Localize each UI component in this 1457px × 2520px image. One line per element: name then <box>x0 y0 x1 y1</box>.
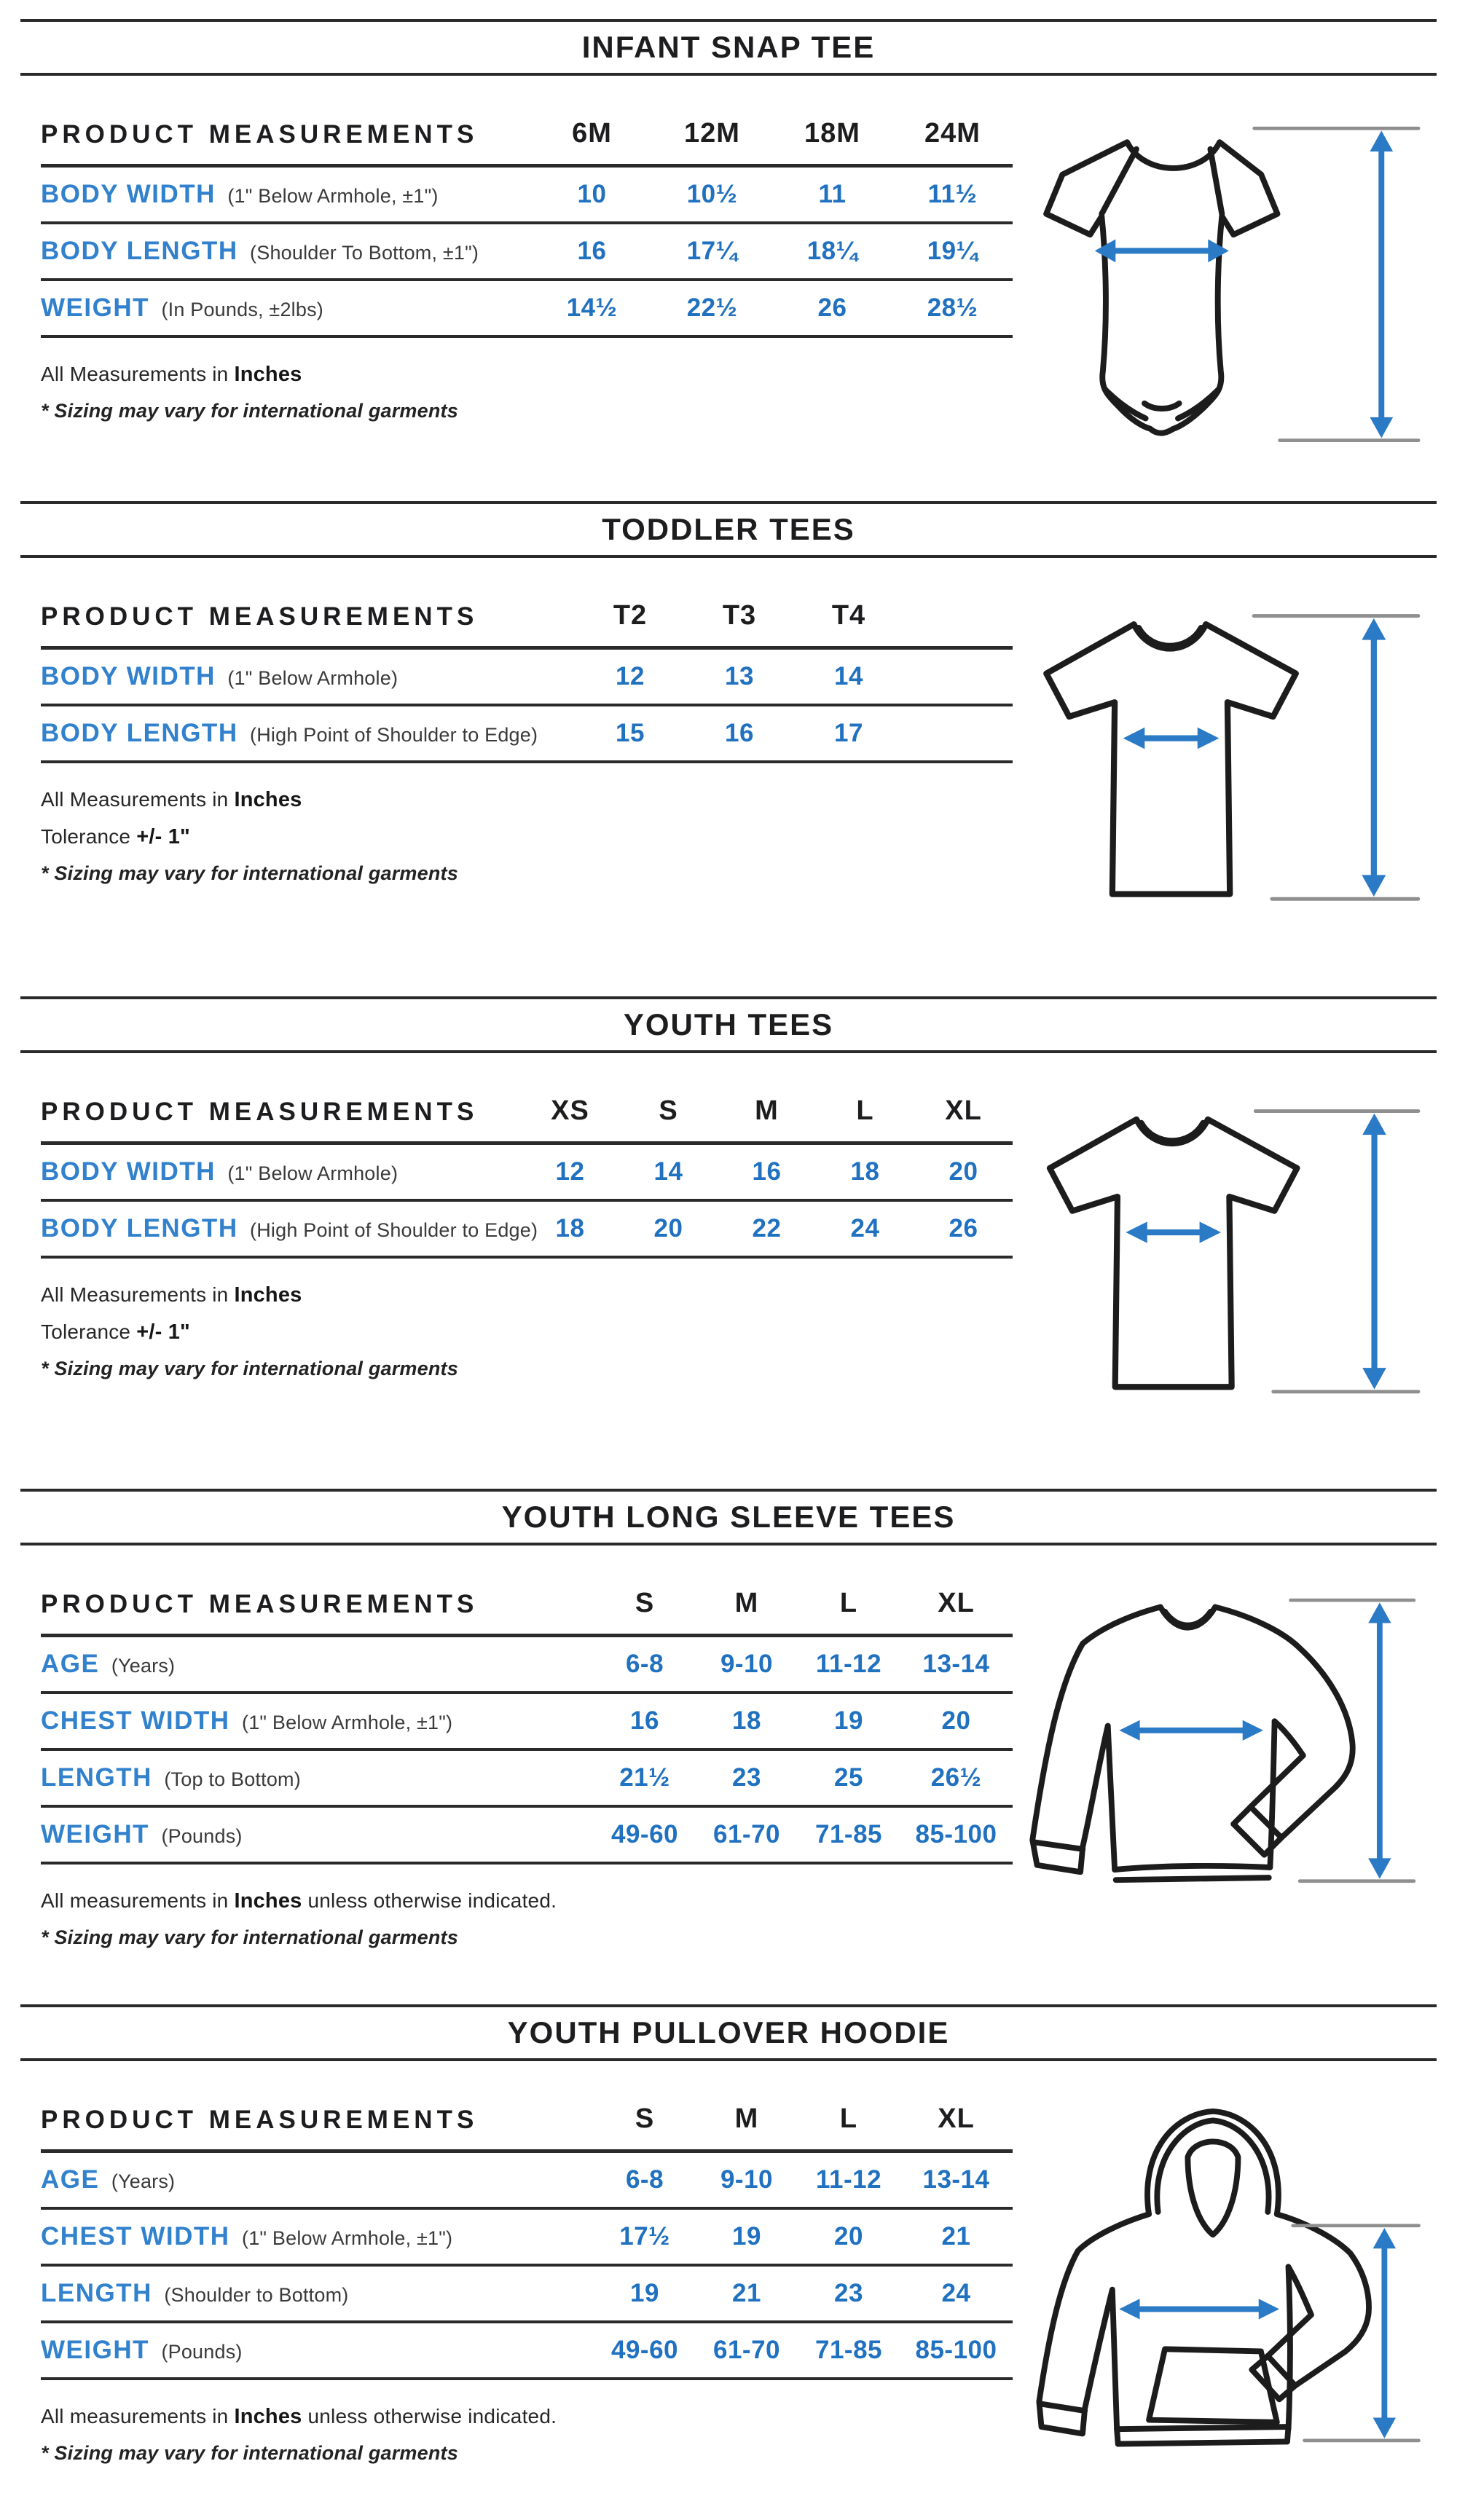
row-label: LENGTH <box>41 2279 152 2307</box>
footnote-measurements: All measurements in Inches unless otherwise indicated. <box>41 1889 557 1913</box>
section-header <box>20 996 1437 1053</box>
section-title: YOUTH PULLOVER HOODIE <box>507 2015 950 2050</box>
spacer-column <box>903 591 1013 648</box>
row-note: (In Pounds, ±2lbs) <box>161 299 323 320</box>
hem-line <box>1116 1878 1269 1880</box>
row-note: (1" Below Armhole) <box>227 667 398 689</box>
cell-value: 85-100 <box>900 1806 1013 1863</box>
row-label: CHEST WIDTH <box>41 1706 230 1735</box>
row-note: (Years) <box>111 1655 176 1677</box>
body-length-arrow-icon <box>1370 130 1393 438</box>
size-column-header: S <box>594 2095 696 2151</box>
size-column-header: M <box>696 2095 798 2151</box>
cell-value: 17 <box>794 705 903 762</box>
table-row <box>41 648 1013 706</box>
cell-value: 10 <box>532 166 652 224</box>
cell-value: 49-60 <box>594 1806 696 1863</box>
cell-value: 19 <box>696 2208 798 2265</box>
row-note: (Pounds) <box>161 2341 243 2363</box>
section-infant-snap-tee <box>0 19 1457 459</box>
row-note: (1" Below Armhole) <box>227 1162 398 1184</box>
row-note: (1" Below Armhole, ±1") <box>227 185 439 207</box>
cell-value: 23 <box>798 2265 900 2322</box>
cell-value: 18 <box>816 1143 914 1201</box>
footnotes <box>41 788 1013 885</box>
cell-value: 17½ <box>594 2208 696 2265</box>
row-label: WEIGHT <box>41 2336 149 2364</box>
table-row <box>41 223 1013 280</box>
hood-inner-line <box>1157 2120 1268 2212</box>
section-title: YOUTH TEES <box>623 1007 834 1042</box>
cell-value: 28½ <box>892 280 1013 336</box>
cell-value: 25 <box>798 1749 900 1806</box>
cell-value: 12 <box>576 648 685 706</box>
row-label: AGE <box>41 2165 100 2194</box>
row-label: BODY WIDTH <box>41 1157 216 1186</box>
cuff-band <box>1034 1842 1083 1848</box>
row-note: (1" Below Armhole, ±1") <box>242 1712 453 1733</box>
footnote-measurements: All Measurements in Inches <box>41 1283 302 1307</box>
shoulder-seam <box>1210 149 1222 214</box>
cell-value: 26 <box>914 1200 1013 1257</box>
chest-width-arrow-icon <box>1123 728 1220 749</box>
cell-value: 11-12 <box>798 2151 900 2209</box>
row-label: BODY WIDTH <box>41 180 216 208</box>
cell-value: 21½ <box>594 1749 696 1806</box>
cell-value: 19 <box>798 1693 900 1749</box>
table-row <box>41 1143 1013 1201</box>
body-length-arrow-icon <box>1362 1114 1386 1390</box>
garment-outline <box>1050 1119 1297 1387</box>
size-column-header: L <box>798 1579 900 1636</box>
garment-outline <box>1046 624 1296 894</box>
size-column-header: M <box>696 1579 798 1636</box>
infant-bodysuit-illustration <box>1034 112 1428 459</box>
body-length-arrow-icon <box>1362 618 1386 897</box>
cell-value: 22 <box>718 1200 816 1257</box>
table-header-row <box>41 2095 1013 2151</box>
table-row <box>41 705 1013 762</box>
cell-value: 17¼ <box>652 223 772 280</box>
cell-value: 20 <box>900 1693 1013 1749</box>
hem-band <box>1118 2441 1287 2444</box>
cell-value: 71-85 <box>798 1806 900 1863</box>
table-header-label: PRODUCT MEASUREMENTS <box>41 1579 594 1636</box>
snap-flap-line <box>1144 403 1179 409</box>
table-row <box>41 2151 1013 2209</box>
row-label: BODY WIDTH <box>41 662 216 690</box>
cell-value: 49-60 <box>594 2322 696 2379</box>
cell-value: 9-10 <box>696 1636 798 1693</box>
cell-value: 23 <box>696 1749 798 1806</box>
cell-value: 20 <box>914 1143 1013 1201</box>
cell-value: 13-14 <box>900 2151 1013 2209</box>
cell-value: 9-10 <box>696 2151 798 2209</box>
row-label: BODY LENGTH <box>41 719 238 747</box>
table-header-row <box>41 1579 1013 1636</box>
cell-value: 26½ <box>900 1749 1013 1806</box>
table-row <box>41 166 1013 224</box>
row-note: (Shoulder To Bottom, ±1") <box>250 242 479 264</box>
cell-value: 11 <box>772 166 892 224</box>
body-length-arrow-icon <box>1368 1602 1391 1878</box>
body-length-arrow-icon <box>1373 2228 1396 2438</box>
cell-value: 20 <box>798 2208 900 2265</box>
garment-outline <box>1039 2214 1149 2433</box>
cell-value: 21 <box>900 2208 1013 2265</box>
measurements-table <box>41 2095 1013 2380</box>
size-column-header: M <box>718 1087 816 1143</box>
table-row <box>41 1806 1013 1863</box>
row-note: (Top to Bottom) <box>164 1768 301 1790</box>
cell-value: 24 <box>816 1200 914 1257</box>
footnote-measurements: All Measurements in Inches <box>41 363 302 386</box>
row-note: (1" Below Armhole, ±1") <box>242 2227 453 2249</box>
section-header <box>20 19 1437 76</box>
footnote-tolerance: Tolerance +/- 1" <box>41 1320 190 1344</box>
table-row <box>41 1693 1013 1749</box>
table-row <box>41 2208 1013 2265</box>
footnote-sizing: * Sizing may vary for international garments <box>41 1926 458 1948</box>
cell-value: 16 <box>532 223 652 280</box>
hood-opening <box>1187 2141 1238 2234</box>
table-row <box>41 1200 1013 1257</box>
table-header-row <box>41 109 1013 166</box>
cell-value: 21 <box>696 2265 798 2322</box>
row-note: (Years) <box>111 2170 176 2192</box>
cell-value: 16 <box>594 1693 696 1749</box>
garment-outline <box>1046 142 1277 433</box>
chest-width-arrow-icon <box>1126 1221 1221 1243</box>
table-header-row <box>41 591 1013 648</box>
table-row <box>41 2265 1013 2322</box>
size-column-header: T4 <box>794 591 903 648</box>
section-header <box>20 501 1437 558</box>
size-column-header: XS <box>521 1087 619 1143</box>
chest-width-arrow-icon <box>1119 2299 1279 2319</box>
long-sleeve-tee-illustration <box>1016 1582 1428 1936</box>
garment-outline <box>1032 1607 1161 1872</box>
hem-line <box>1115 1866 1270 1870</box>
row-label: WEIGHT <box>41 294 149 322</box>
measurements-table <box>41 1579 1013 1865</box>
section-youth-tees <box>0 996 1457 1446</box>
footnotes <box>41 2405 1013 2465</box>
table-row <box>41 2322 1013 2379</box>
table-header-label: PRODUCT MEASUREMENTS <box>41 591 576 648</box>
cell-value: 85-100 <box>900 2322 1013 2379</box>
footnote-measurements: All measurements in Inches unless otherwise indicated. <box>41 2405 557 2428</box>
section-title: TODDLER TEES <box>602 512 855 546</box>
row-label: LENGTH <box>41 1763 152 1792</box>
cell-value: 19 <box>594 2265 696 2322</box>
footnote-measurements: All Measurements in Inches <box>41 788 302 811</box>
tshirt-illustration <box>1020 594 1428 954</box>
section-title: YOUTH LONG SLEEVE TEES <box>501 1500 956 1534</box>
cell-value: 18¼ <box>772 223 892 280</box>
row-note: (Pounds) <box>161 1825 243 1847</box>
size-column-header: XL <box>900 2095 1013 2151</box>
measurements-table <box>41 109 1013 338</box>
chest-width-arrow-icon <box>1095 240 1229 263</box>
size-column-header: XL <box>900 1579 1013 1636</box>
footnotes <box>41 1283 1013 1380</box>
cell-value: 6-8 <box>594 2151 696 2209</box>
cell-value: 16 <box>718 1143 816 1201</box>
section-header <box>20 1489 1437 1546</box>
cell-value: 11-12 <box>798 1636 900 1693</box>
size-column-header: 18M <box>772 109 892 166</box>
section-youth-long-sleeve-tees <box>0 1489 1457 1962</box>
footnotes <box>41 363 1013 422</box>
cell-value: 18 <box>521 1200 619 1257</box>
size-column-header: T2 <box>576 591 685 648</box>
row-label: AGE <box>41 1650 100 1678</box>
cell-value: 13 <box>685 648 794 706</box>
tshirt-illustration <box>1024 1090 1428 1446</box>
cell-value: 71-85 <box>798 2322 900 2379</box>
section-header <box>20 2004 1437 2061</box>
table-row <box>41 280 1013 336</box>
cell-value: 20 <box>619 1200 718 1257</box>
cell-value: 14½ <box>532 280 652 336</box>
cell-value: 12 <box>521 1143 619 1201</box>
row-note: (High Point of Shoulder to Edge) <box>250 1219 538 1241</box>
size-column-header: 6M <box>532 109 652 166</box>
hood-outline <box>1147 2111 1279 2214</box>
row-note: (High Point of Shoulder to Edge) <box>250 724 538 746</box>
table-row <box>41 1749 1013 1806</box>
size-column-header: 24M <box>892 109 1013 166</box>
cell-value: 61-70 <box>696 2322 798 2379</box>
cell-value: 11½ <box>892 166 1013 224</box>
cell-value: 14 <box>794 648 903 706</box>
cell-value: 14 <box>619 1143 718 1201</box>
table-header-label: PRODUCT MEASUREMENTS <box>41 109 532 166</box>
kangaroo-pocket <box>1149 2349 1277 2422</box>
hem-band <box>1117 2427 1288 2429</box>
cell-value: 15 <box>576 705 685 762</box>
cell-value: 61-70 <box>696 1806 798 1863</box>
chest-width-arrow-icon <box>1119 1720 1263 1741</box>
size-column-header: S <box>594 1579 696 1636</box>
footnote-sizing: * Sizing may vary for international garments <box>41 2442 458 2464</box>
table-row <box>41 1636 1013 1693</box>
cell-value: 26 <box>772 280 892 336</box>
table-header-row <box>41 1087 1013 1143</box>
row-label: WEIGHT <box>41 1820 149 1848</box>
measurements-table <box>41 591 1013 763</box>
size-column-header: 12M <box>652 109 772 166</box>
cell-value: 24 <box>900 2265 1013 2322</box>
row-label: BODY LENGTH <box>41 1214 238 1243</box>
size-column-header: S <box>619 1087 718 1143</box>
row-note: (Shoulder to Bottom) <box>164 2284 349 2306</box>
cell-value: 10½ <box>652 166 772 224</box>
section-toddler-tees <box>0 501 1457 954</box>
cell-value: 22½ <box>652 280 772 336</box>
cell-value: 19¼ <box>892 223 1013 280</box>
cell-value: 16 <box>685 705 794 762</box>
row-label: BODY LENGTH <box>41 237 238 265</box>
hem-band <box>1117 2429 1118 2444</box>
cell-value: 18 <box>696 1693 798 1749</box>
cell-value: 13-14 <box>900 1636 1013 1693</box>
size-column-header: XL <box>914 1087 1013 1143</box>
footnote-tolerance: Tolerance +/- 1" <box>41 825 190 848</box>
table-header-label: PRODUCT MEASUREMENTS <box>41 1087 521 1143</box>
footnote-sizing: * Sizing may vary for international garments <box>41 1358 458 1379</box>
footnote-sizing: * Sizing may vary for international garments <box>41 400 458 422</box>
section-youth-pullover-hoodie <box>0 2004 1457 2478</box>
footnote-sizing: * Sizing may vary for international garments <box>41 862 458 884</box>
shoulder-seam <box>1101 149 1136 214</box>
footnotes <box>41 1889 1013 1949</box>
garment-outline <box>1215 1607 1353 1838</box>
row-label: CHEST WIDTH <box>41 2222 230 2251</box>
size-column-header: L <box>816 1087 914 1143</box>
measurements-table <box>41 1087 1013 1259</box>
cuff-band <box>1042 2404 1085 2411</box>
hem-band <box>1287 2427 1289 2441</box>
size-column-header: L <box>798 2095 900 2151</box>
section-title: INFANT SNAP TEE <box>581 30 876 64</box>
cell-value: 6-8 <box>594 1636 696 1693</box>
size-column-header: T3 <box>685 591 794 648</box>
table-header-label: PRODUCT MEASUREMENTS <box>41 2095 594 2151</box>
pullover-hoodie-illustration <box>1016 2098 1428 2475</box>
